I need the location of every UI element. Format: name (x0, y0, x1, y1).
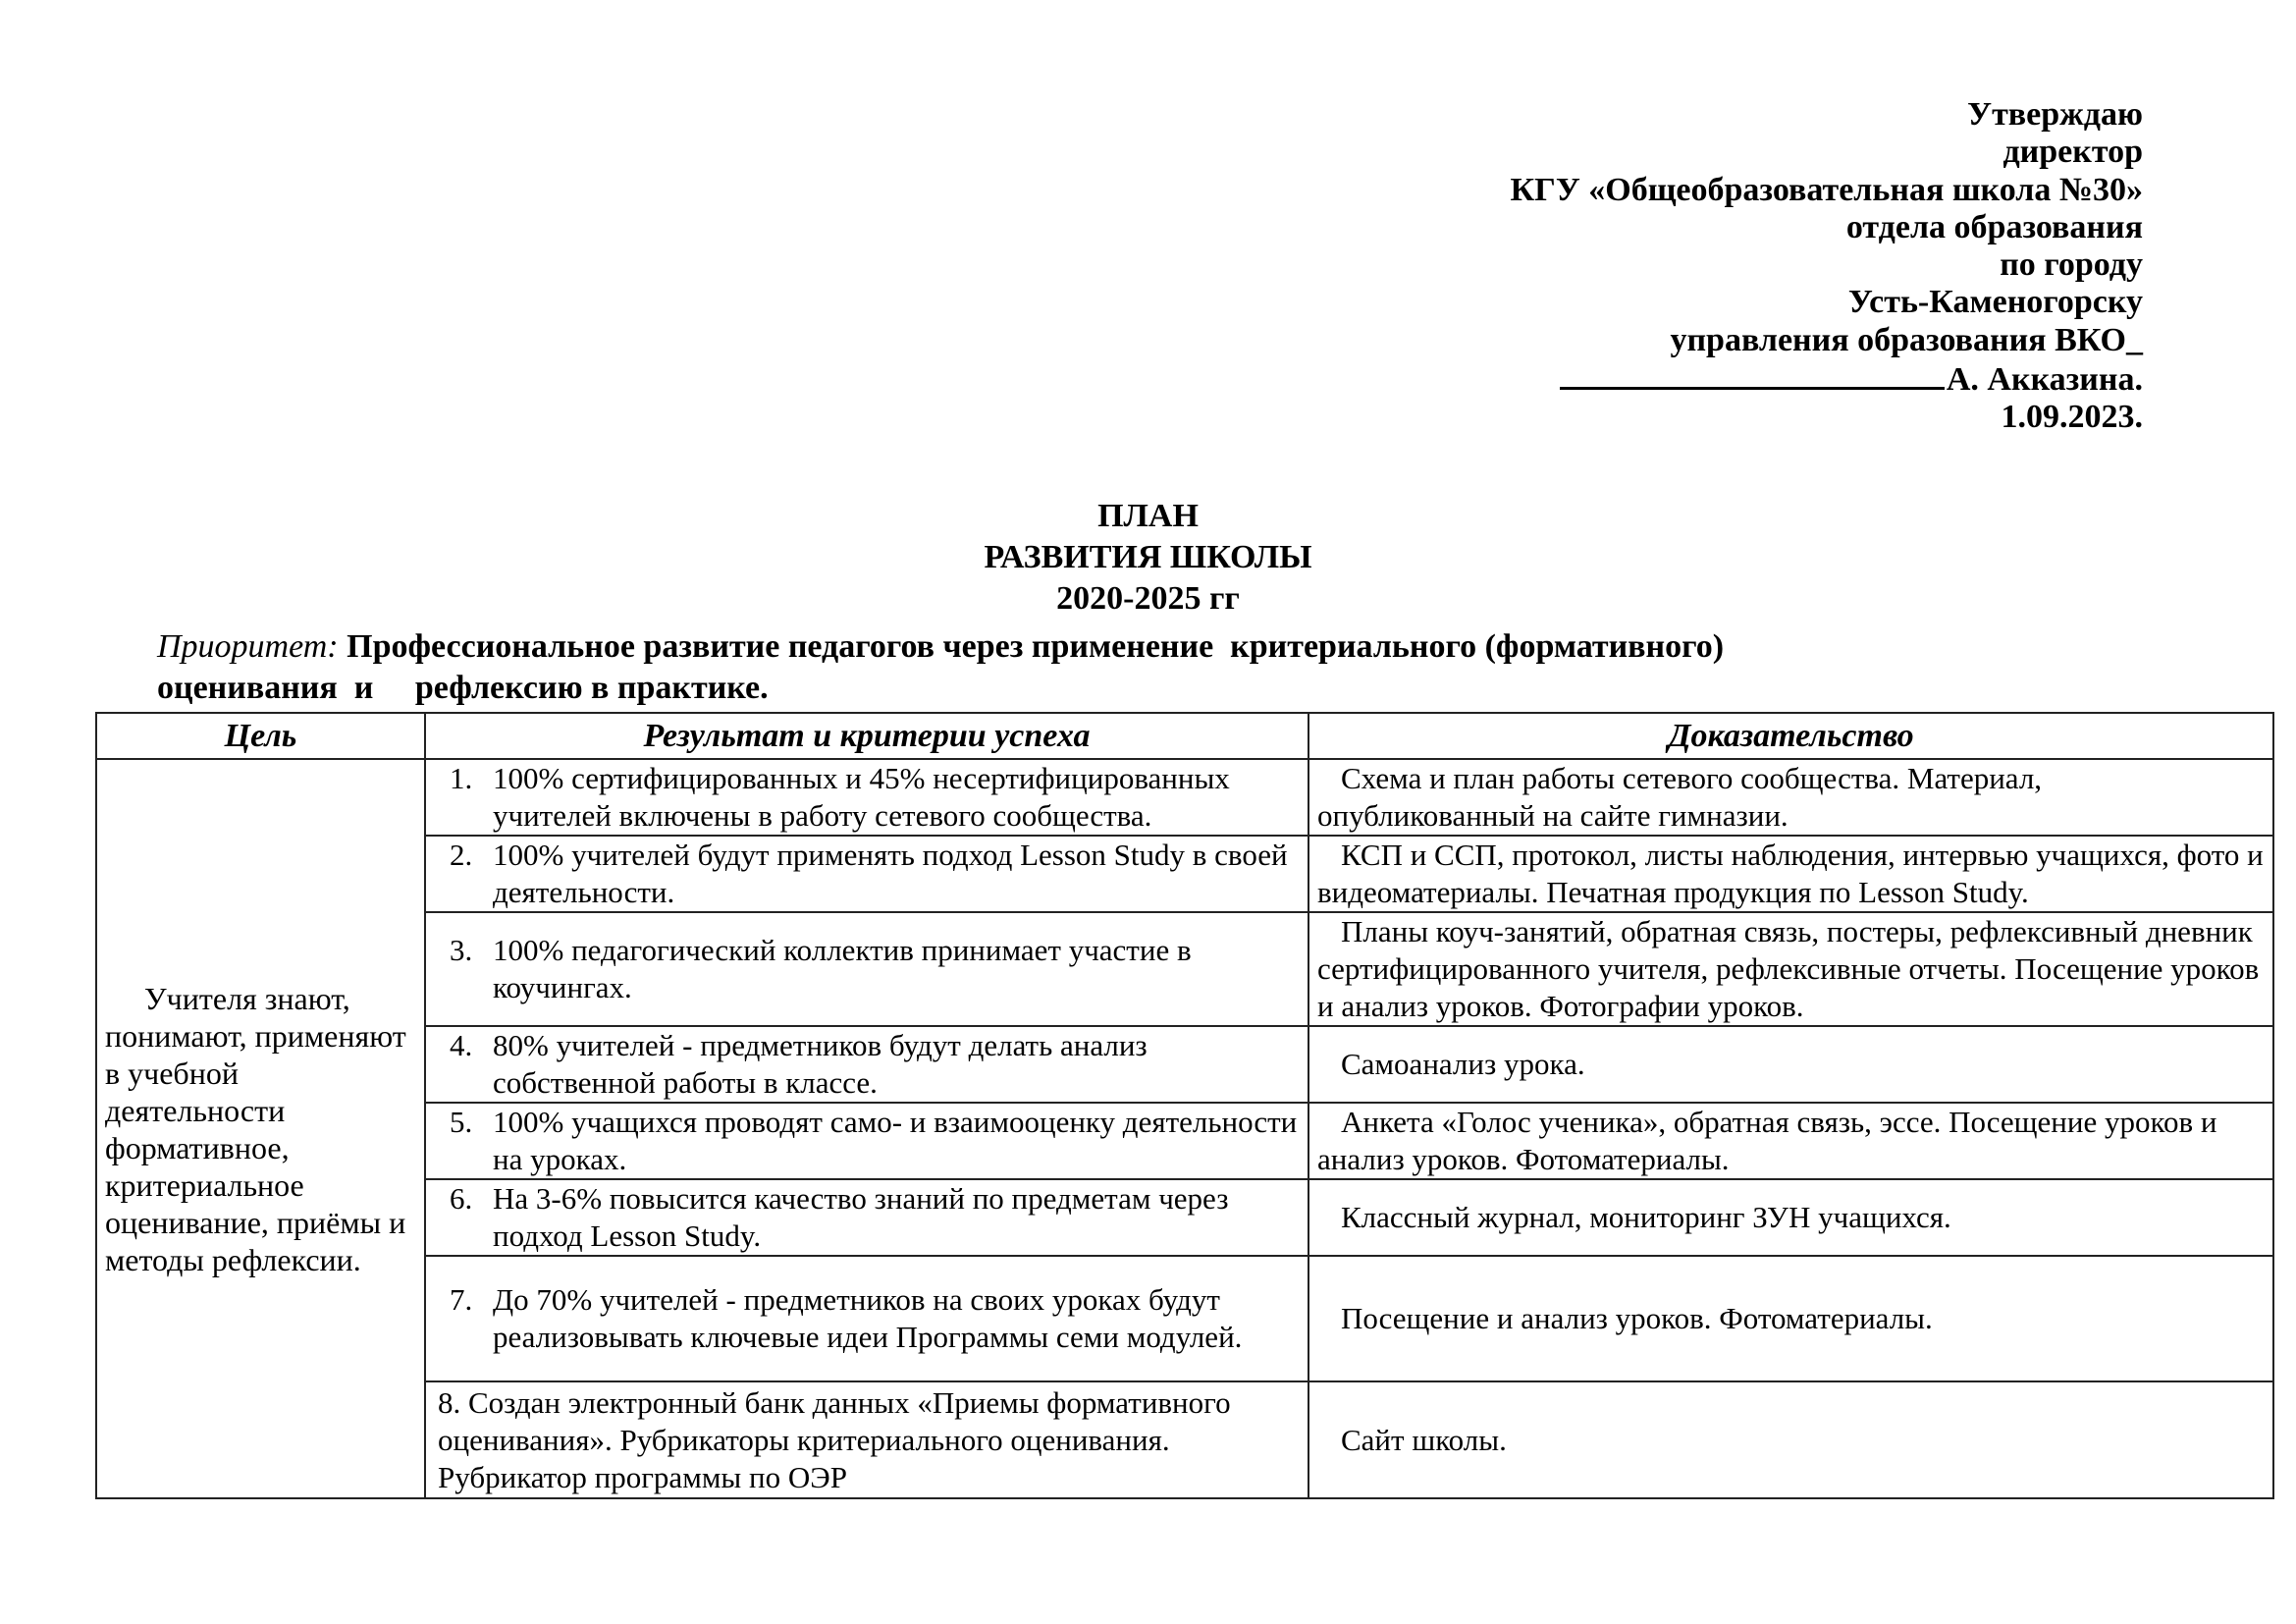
result-cell (425, 1179, 1308, 1256)
result-text: 100% педагогический коллектив принимает участие в коучингах. (493, 933, 1192, 1004)
result-text: 8. Создан электронный банк данных «Приемы формативного оценивания». Рубрикаторы критериального оценивания. Рубрикатор программы по ОЭР (438, 1384, 1231, 1494)
approval-line: Усть-Каменогорску (1847, 284, 2143, 321)
result-number: 5. (450, 1105, 473, 1139)
result-number: 7. (450, 1282, 473, 1317)
evidence-text: Сайт школы. (1341, 1422, 1507, 1457)
result-cell (425, 1026, 1308, 1103)
evidence-cell (1308, 912, 2273, 1026)
result-number: 2. (450, 838, 473, 872)
signature-line (1511, 359, 2143, 399)
approval-line: управления образования ВКО_ (1670, 321, 2143, 358)
title-line-3: 2020-2025 гг (1056, 580, 1240, 617)
result-number: 1. (450, 761, 473, 795)
goal-cell (96, 759, 425, 1498)
header-result: Результат и критерии успеха (425, 713, 1308, 759)
evidence-text: Схема и план работы сетевого сообщества. Материал, опубликованный на сайте гимназии. (1317, 761, 2043, 833)
table-row (96, 759, 2273, 836)
result-text: На 3-6% повысится качество знаний по предметам через подход Lesson Study. (493, 1181, 1229, 1253)
table-header-row (96, 713, 2273, 759)
header-evidence: Доказательство (1308, 713, 2273, 759)
header-goal: Цель (96, 713, 425, 759)
result-text: До 70% учителей - предметников на своих уроках будут реализовывать ключевые идеи Программы семи модулей. (493, 1282, 1243, 1354)
evidence-cell (1308, 1256, 2273, 1381)
evidence-text: Планы коуч-занятий, обратная связь, постеры, рефлексивный дневник сертифицированного учителя, рефлексивные отчеты. Посещение уроков и анализ уроков. Фотографии уроков. (1317, 914, 2260, 1023)
result-cell (425, 1103, 1308, 1179)
evidence-text: КСП и ССП, протокол, листы наблюдения, интервью учащихся, фото и видеоматериалы. Печатная продукция по Lesson Study. (1317, 838, 2264, 909)
priority-text-line-1: Профессиональное развитие педагогов через применение критериального (формативного) (347, 628, 1725, 665)
evidence-cell (1308, 1103, 2273, 1179)
result-cell (425, 912, 1308, 1026)
result-cell (425, 759, 1308, 836)
evidence-cell (1308, 1381, 2273, 1498)
title-line-2: РАЗВИТИЯ ШКОЛЫ (984, 539, 1312, 575)
document-title (0, 496, 2296, 620)
evidence-cell (1308, 1179, 2273, 1256)
signature-name: А. Акказина. (1946, 361, 2143, 399)
approval-line: по городу (2000, 246, 2143, 284)
approval-block (1511, 96, 2143, 437)
evidence-cell (1308, 759, 2273, 836)
result-cell (425, 836, 1308, 912)
approval-date: 1.09.2023. (2001, 399, 2143, 436)
evidence-text: Посещение и анализ уроков. Фотоматериалы. (1341, 1301, 1933, 1335)
approval-line: КГУ «Общеобразовательная школа №30» (1510, 171, 2143, 208)
title-line-1: ПЛАН (1097, 498, 1199, 534)
priority-statement (157, 626, 2218, 709)
result-text: 80% учителей - предметников будут делать анализ собственной работы в классе. (493, 1028, 1148, 1100)
evidence-text: Классный журнал, мониторинг ЗУН учащихся. (1341, 1200, 1951, 1234)
signature-blank (1560, 359, 1945, 390)
evidence-text: Анкета «Голос ученика», обратная связь, эссе. Посещение уроков и анализ уроков. Фотоматериалы. (1317, 1105, 2217, 1176)
result-number: 6. (450, 1181, 473, 1216)
approval-line: Утверждаю (1967, 96, 2143, 133)
evidence-cell (1308, 1026, 2273, 1103)
approval-line: директор (2002, 134, 2143, 171)
result-text: 100% учителей будут применять подход Lesson Study в своей деятельности. (493, 838, 1288, 909)
evidence-text: Самоанализ урока. (1341, 1047, 1585, 1081)
result-text: 100% сертифицированных и 45% несертифицированных учителей включены в работу сетевого сообщества. (493, 761, 1230, 833)
result-text: 100% учащихся проводят само- и взаимооценку деятельности на уроках. (493, 1105, 1298, 1176)
result-cell (425, 1381, 1308, 1498)
result-number: 3. (450, 933, 473, 967)
plan-table (95, 712, 2274, 1499)
result-number: 4. (450, 1028, 473, 1062)
result-cell (425, 1256, 1308, 1381)
approval-line: отдела образования (1845, 208, 2143, 245)
priority-label: Приоритет: (157, 628, 339, 665)
goal-text: Учителя знают, понимают, применяют в учебной деятельности формативное, критериальное оценивание, приёмы и методы рефлексии. (105, 980, 406, 1277)
evidence-cell (1308, 836, 2273, 912)
priority-text-line-2: оценивания и рефлексию в практике. (157, 670, 769, 706)
